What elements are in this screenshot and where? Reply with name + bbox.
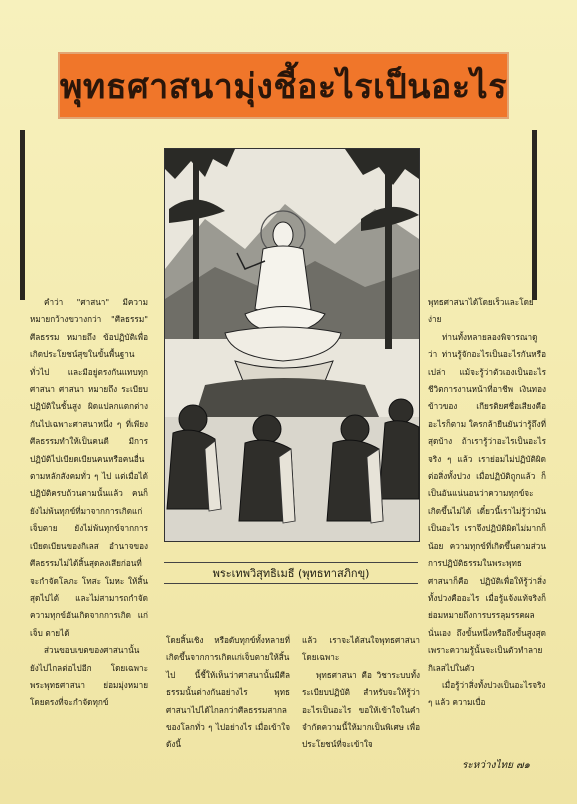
paragraph: แล้ว เราจะได้สนใจพุทธศาสนาโดยเฉพาะ <box>302 635 420 663</box>
middle-text-column <box>166 632 290 750</box>
middle-right-text-column <box>302 632 420 750</box>
buddha-illustration <box>164 148 420 542</box>
left-text-column <box>30 294 148 720</box>
paragraph: ท่านทั้งหลายลองพิจารณาดูว่า ท่านรู้จักอะไรเป็นอะไรกันหรือเปล่า แม้จะรู้ว่าตัวเองเป็นอะไร ชีวิตการงานหน้าที่อาชีพ เงินทองข้าวของ เกียรติยศชื่อเสียงคืออะไรก็ตาม ใครกล้ายืนยันว่ารู้ถึงที่สุดบ้าง ถ้าเรารู้ว่าอะไรเป็นอะไรจริง ๆ แล้ว เราย่อมไม่ปฏิบัติผิดต่อสิ่งทั้งปวง เมื่อปฏิบัติถูกแล้ว ก็เป็นอันแน่นอนว่าความทุกข์จะเกิดขึ้นไม่ได้ เดี๋ยวนี้เราไม่รู้ว่ามันเป็นอะไร เราจึงปฏิบัติผิดไม่มากก็น้อย ความทุกข์ที่เกิดขึ้นตามส่วน การปฏิบัติธรรมในพระพุทธศาสนาก็คือ ปฏิบัติเพื่อให้รู้ว่าสิ่งทั้งปวงคืออะไร เมื่อรู้แจ้งแท้จริงก็ย่อมหมายถึงการบรรลุมรรคผลนั่นเอง ถึงขั้นหนึ่งหรือถึงขั้นสูงสุดเพราะความรู้นั้นจะเป็นตัวทำลายกิเลสไปในตัว <box>428 331 546 673</box>
right-column-rule <box>532 130 537 300</box>
page-title: พุทธศาสนามุ่งชี้อะไรเป็นอะไร <box>60 66 507 107</box>
left-column-rule <box>20 130 25 300</box>
paragraph: พุทธศาสนาได้โดยเร็วและโดยง่าย <box>428 297 534 325</box>
paragraph: เมื่อรู้ว่าสิ่งทั้งปวงเป็นอะไรจริง ๆ แล้ว ความเบื่อ <box>428 679 546 708</box>
paragraph: พุทธศาสนา คือ วิชาระบบทั้งระเบียบปฏิบัติ สำหรับจะให้รู้ว่าอะไรเป็นอะไร ขอให้เข้าใจในคำจำกัดความนี้ให้มากเป็นพิเศษ เพื่อประโยชน์ที่จะเข้าใจ <box>302 669 420 750</box>
right-text-column <box>428 294 546 720</box>
paragraph: ส่วนขอบเขตของศาสนานั้นยังไปไกลต่อไปอีก โดยเฉพาะพระพุทธศาสนา ย่อมมุ่งหมายโดยตรงที่จะกำจัดทุกข์ <box>30 645 148 708</box>
page-footer: ระหว่างไทย ๗๑ <box>462 760 530 771</box>
paragraph: โดยสิ้นเชิง หรือดับทุกข์ทั้งหลายที่เกิดขึ้นจากการเกิดแก่เจ็บตายให้สิ้นไป นี้ชี้ให้เห็นว่าศาสนานั้นมีศีลธรรมนั้นต่างกันอย่างไร พุทธศาสนาไปได้ไกลกว่าศีลธรรมสากลของโลกทั่ว ๆ ไปอย่างไร เมื่อเข้าใจดังนี้ <box>166 635 290 750</box>
paragraph: คำว่า "ศาสนา" มีความหมายกว้างขวางกว่า "ศีลธรรม" ศีลธรรม หมายถึง ข้อปฏิบัติเพื่อเกิดประโยชน์สุขในขั้นพื้นฐานทั่วไป และมีอยู่ตรงกันแทบทุกศาสนา ศาสนา หมายถึง ระเบียบปฏิบัติในชั้นสูง ผิดแปลกแตกต่างกันไปเฉพาะศาสนาหนึ่ง ๆ ที่เพียง ศีลธรรมทำให้เป็นคนดี มีการปฏิบัติไปเบียดเบียนคนหรือคนอื่นตามหลักสังคมทั่ว ๆ ไป แต่เมื่อได้ปฏิบัติครบถ้วนตามนั้นแล้ว คนก็ยังไม่พ้นทุกข์ที่มาจากการเกิดแก่เจ็บตาย ยังไม่พ้นทุกข์จากการเบียดเบียนของกิเลส อำนาจของศีลธรรมไม่ได้สิ้นสุดลงเสียก่อนที่จะกำจัดโลภะ โทสะ โมหะ ให้สิ้นสุดไปได้ และไม่สามารถกำจัดความทุกข์อันเกิดจากการเกิด แก่ เจ็บ ตายได้ <box>30 297 148 638</box>
illustration-caption: พระเทพวิสุทธิเมธี (พุทธทาสภิกขุ) <box>164 562 418 584</box>
title-banner <box>58 52 509 119</box>
